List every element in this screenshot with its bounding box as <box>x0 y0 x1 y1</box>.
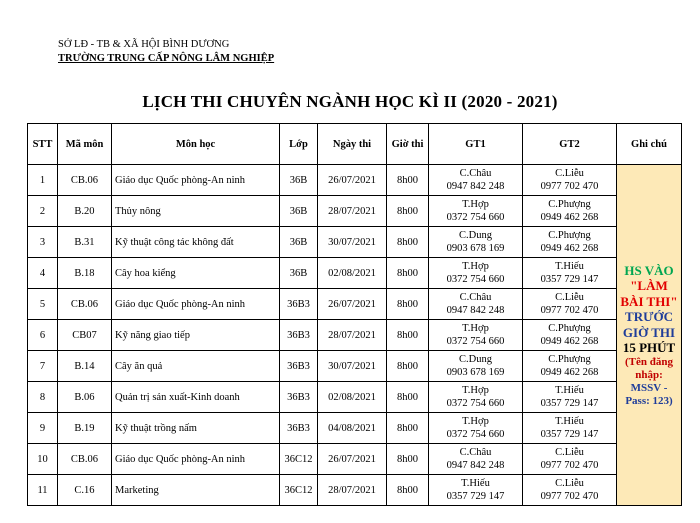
cell-subject: Marketing <box>112 475 280 506</box>
gt2-name: C.Phượng <box>548 322 591 334</box>
cell-date: 02/08/2021 <box>318 258 387 289</box>
cell-gt2 <box>523 444 617 475</box>
cell-date: 04/08/2021 <box>318 413 387 444</box>
cell-date: 30/07/2021 <box>318 227 387 258</box>
cell-class: 36B <box>280 227 318 258</box>
cell-code: B.20 <box>58 196 112 227</box>
note-truoc-gio-thi: TRƯỚC GIỜ THI <box>622 309 676 340</box>
school-name: TRƯỜNG TRUNG CẤP NÔNG LÂM NGHIỆP <box>58 53 275 64</box>
gt1-name: C.Châu <box>459 446 492 458</box>
cell-stt: 10 <box>28 444 58 475</box>
gt1-phone: 0903 678 169 <box>446 243 505 254</box>
gt2-name: C.Liễu <box>555 167 584 179</box>
cell-gt1 <box>429 227 523 258</box>
cell-class: 36B3 <box>280 351 318 382</box>
gt1-name: C.Châu <box>459 291 492 303</box>
gt2-phone: 0977 702 470 <box>540 491 599 502</box>
cell-gt2 <box>523 413 617 444</box>
cell-stt: 11 <box>28 475 58 506</box>
cell-code: CB.06 <box>58 444 112 475</box>
gt1-phone: 0372 754 660 <box>446 274 505 285</box>
gt1-phone: 0947 842 248 <box>446 181 505 192</box>
cell-stt: 2 <box>28 196 58 227</box>
cell-stt: 7 <box>28 351 58 382</box>
cell-code: CB07 <box>58 320 112 351</box>
gt2-name: C.Liễu <box>555 291 584 303</box>
cell-code: B.31 <box>58 227 112 258</box>
note-hs-vao: HS VÀO <box>624 262 674 278</box>
cell-class: 36B3 <box>280 413 318 444</box>
cell-gt2 <box>523 351 617 382</box>
gt1-name: C.Dung <box>459 229 492 241</box>
cell-gt1 <box>429 382 523 413</box>
cell-class: 36B3 <box>280 320 318 351</box>
gt2-phone: 0977 702 470 <box>540 305 599 316</box>
cell-subject: Cây hoa kiểng <box>112 258 280 289</box>
cell-stt: 1 <box>28 165 58 196</box>
cell-date: 26/07/2021 <box>318 165 387 196</box>
gt1-name: C.Dung <box>459 353 492 365</box>
cell-date: 26/07/2021 <box>318 289 387 320</box>
cell-code: B.19 <box>58 413 112 444</box>
cell-stt: 6 <box>28 320 58 351</box>
gt1-phone: 0372 754 660 <box>446 429 505 440</box>
cell-class: 36C12 <box>280 475 318 506</box>
cell-subject: Cây ăn quả <box>112 351 280 382</box>
cell-code: CB.06 <box>58 165 112 196</box>
cell-gt1 <box>429 413 523 444</box>
cell-subject: Giáo dục Quốc phòng-An ninh <box>112 165 280 196</box>
cell-date: 28/07/2021 <box>318 475 387 506</box>
column-header-gt2: GT2 <box>523 124 617 165</box>
table-row <box>28 475 682 506</box>
cell-subject: Quản trị sản xuất-Kinh doanh <box>112 382 280 413</box>
cell-stt: 9 <box>28 413 58 444</box>
gt2-phone: 0977 702 470 <box>540 460 599 471</box>
cell-class: 36B <box>280 196 318 227</box>
column-header-date: Ngày thi <box>318 124 387 165</box>
cell-date: 26/07/2021 <box>318 444 387 475</box>
cell-code: B.14 <box>58 351 112 382</box>
gt2-name: C.Liễu <box>555 477 584 489</box>
cell-code: B.18 <box>58 258 112 289</box>
column-header-note: Ghi chú <box>617 124 682 165</box>
table-row <box>28 227 682 258</box>
cell-gt1 <box>429 258 523 289</box>
cell-time: 8h00 <box>387 351 429 382</box>
cell-gt1 <box>429 444 523 475</box>
table-header-row <box>28 124 682 165</box>
gt1-phone: 0372 754 660 <box>446 336 505 347</box>
cell-subject: Giáo dục Quốc phòng-An ninh <box>112 444 280 475</box>
gt2-phone: 0949 462 268 <box>540 212 599 223</box>
gt1-phone: 0947 842 248 <box>446 305 505 316</box>
note-lam-bai-thi: "LÀM BÀI THI" <box>620 278 678 309</box>
cell-code: B.06 <box>58 382 112 413</box>
cell-time: 8h00 <box>387 475 429 506</box>
cell-class: 36B <box>280 258 318 289</box>
cell-gt2 <box>523 289 617 320</box>
cell-subject: Kỹ thuật trồng nấm <box>112 413 280 444</box>
gt1-phone: 0903 678 169 <box>446 367 505 378</box>
cell-gt1 <box>429 475 523 506</box>
table-row <box>28 289 682 320</box>
gt2-name: T.Hiếu <box>555 260 584 272</box>
cell-date: 28/07/2021 <box>318 196 387 227</box>
column-header-stt: STT <box>28 124 58 165</box>
cell-stt: 3 <box>28 227 58 258</box>
cell-gt2 <box>523 258 617 289</box>
cell-time: 8h00 <box>387 320 429 351</box>
cell-gt2 <box>523 320 617 351</box>
cell-time: 8h00 <box>387 413 429 444</box>
gt2-phone: 0357 729 147 <box>540 274 599 285</box>
cell-subject: Thủy nông <box>112 196 280 227</box>
gt2-phone: 0357 729 147 <box>540 398 599 409</box>
gt1-phone: 0372 754 660 <box>446 212 505 223</box>
cell-date: 02/08/2021 <box>318 382 387 413</box>
gt2-phone: 0949 462 268 <box>540 243 599 254</box>
gt1-name: C.Châu <box>459 167 492 179</box>
cell-time: 8h00 <box>387 382 429 413</box>
cell-class: 36B3 <box>280 382 318 413</box>
gt1-phone: 0357 729 147 <box>446 491 505 502</box>
cell-gt1 <box>429 351 523 382</box>
cell-subject: Giáo dục Quốc phòng-An ninh <box>112 289 280 320</box>
cell-time: 8h00 <box>387 444 429 475</box>
cell-gt2 <box>523 382 617 413</box>
cell-subject: Kỹ thuật công tác không đất <box>112 227 280 258</box>
department-name: SỞ LĐ - TB & XÃ HỘI BÌNH DƯƠNG <box>58 39 230 50</box>
gt1-phone: 0947 842 248 <box>446 460 505 471</box>
cell-date: 28/07/2021 <box>318 320 387 351</box>
cell-gt2 <box>523 196 617 227</box>
cell-subject: Kỹ năng giao tiếp <box>112 320 280 351</box>
gt1-phone: 0372 754 660 <box>446 398 505 409</box>
gt1-name: T.Hợp <box>462 384 489 396</box>
cell-class: 36C12 <box>280 444 318 475</box>
note-login: (Tên đăng nhập: <box>625 355 673 381</box>
column-header-class: Lớp <box>280 124 318 165</box>
cell-gt2 <box>523 165 617 196</box>
gt1-name: T.Hợp <box>462 322 489 334</box>
gt2-name: C.Phượng <box>548 353 591 365</box>
exam-schedule-table <box>27 123 682 506</box>
table-row <box>28 351 682 382</box>
table-row <box>28 413 682 444</box>
cell-stt: 5 <box>28 289 58 320</box>
table-row <box>28 382 682 413</box>
cell-time: 8h00 <box>387 196 429 227</box>
cell-code: CB.06 <box>58 289 112 320</box>
cell-time: 8h00 <box>387 258 429 289</box>
cell-class: 36B3 <box>280 289 318 320</box>
gt2-phone: 0357 729 147 <box>540 429 599 440</box>
table-row <box>28 196 682 227</box>
note-credentials: MSSV - Pass: 123) <box>625 381 673 407</box>
column-header-subject: Môn học <box>112 124 280 165</box>
cell-time: 8h00 <box>387 289 429 320</box>
gt2-name: C.Phượng <box>548 229 591 241</box>
cell-time: 8h00 <box>387 165 429 196</box>
table-row <box>28 165 682 196</box>
document-header <box>58 38 274 66</box>
gt2-name: T.Hiếu <box>555 415 584 427</box>
cell-gt1 <box>429 289 523 320</box>
cell-gt2 <box>523 475 617 506</box>
cell-time: 8h00 <box>387 227 429 258</box>
page-title: LỊCH THI CHUYÊN NGÀNH HỌC KÌ II (2020 - 2021) <box>142 92 558 111</box>
note-minutes: 15 PHÚT <box>622 340 676 355</box>
gt2-name: C.Liễu <box>555 446 584 458</box>
cell-gt1 <box>429 165 523 196</box>
gt2-phone: 0949 462 268 <box>540 367 599 378</box>
cell-gt1 <box>429 196 523 227</box>
gt2-name: C.Phượng <box>548 198 591 210</box>
column-header-code: Mã môn <box>58 124 112 165</box>
gt2-name: T.Hiếu <box>555 384 584 396</box>
cell-date: 30/07/2021 <box>318 351 387 382</box>
cell-gt2 <box>523 227 617 258</box>
column-header-gt1: GT1 <box>429 124 523 165</box>
gt1-name: T.Hợp <box>462 260 489 272</box>
table-row <box>28 258 682 289</box>
cell-class: 36B <box>280 165 318 196</box>
cell-stt: 8 <box>28 382 58 413</box>
column-header-time: Giờ thi <box>387 124 429 165</box>
gt1-name: T.Hợp <box>462 415 489 427</box>
table-row <box>28 320 682 351</box>
cell-gt1 <box>429 320 523 351</box>
gt1-name: T.Hiếu <box>461 477 490 489</box>
gt2-phone: 0977 702 470 <box>540 181 599 192</box>
cell-note <box>617 165 682 506</box>
gt1-name: T.Hợp <box>462 198 489 210</box>
cell-stt: 4 <box>28 258 58 289</box>
gt2-phone: 0949 462 268 <box>540 336 599 347</box>
cell-code: C.16 <box>58 475 112 506</box>
table-row <box>28 444 682 475</box>
